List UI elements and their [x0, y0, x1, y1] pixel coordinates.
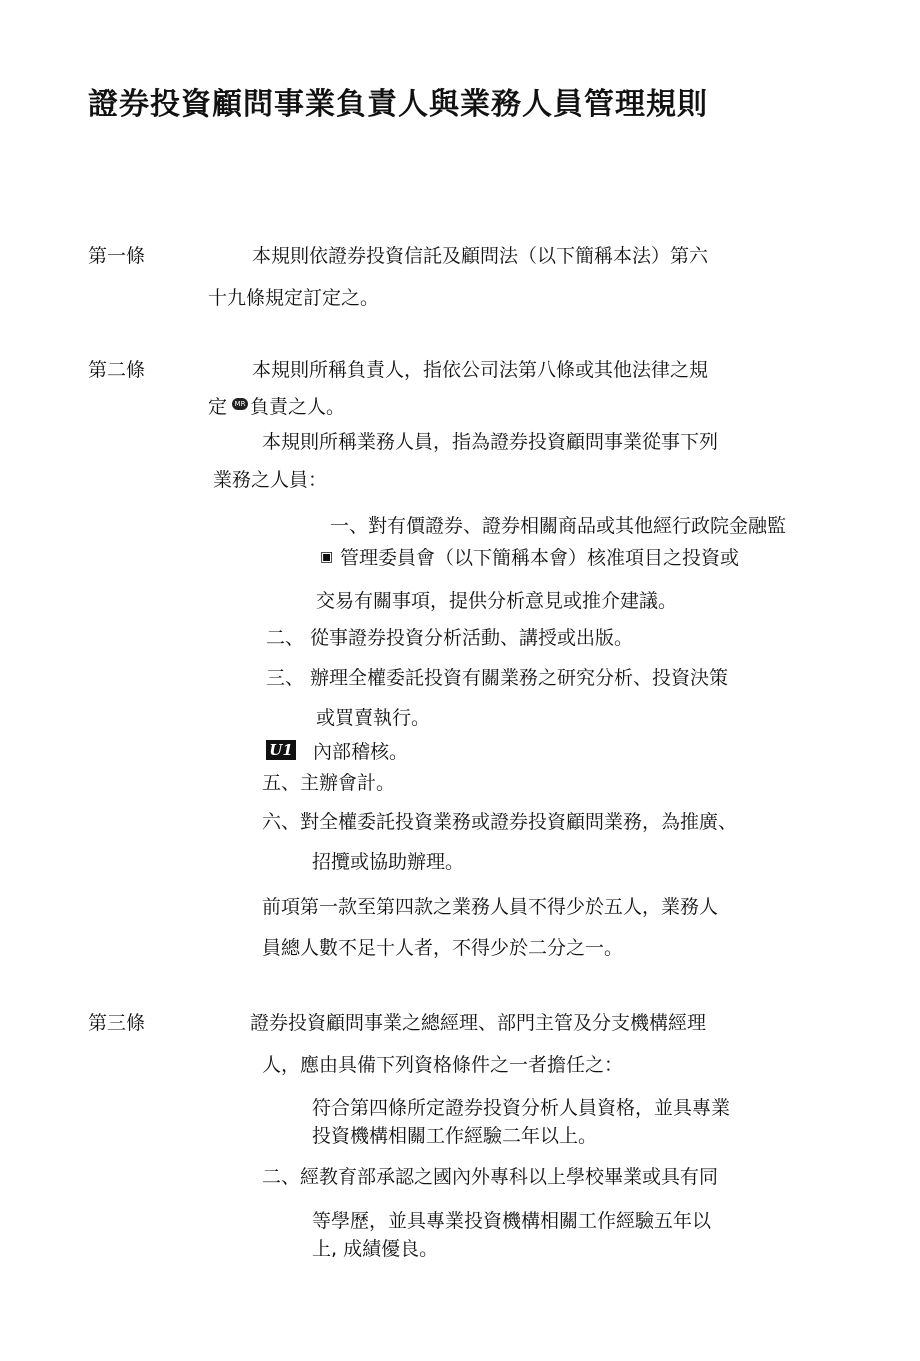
mr-mark: MR [232, 398, 248, 410]
u1-mark: U1 [266, 740, 296, 760]
article-2-item-1-line-2: 管理委員會（以下簡稱本會）核准項目之投資或 [340, 547, 740, 569]
article-2-line-2b: 負責之人。 [250, 396, 346, 418]
article-2-item-1-line-3: 交易有關事項，提供分析意見或推介建議。 [316, 590, 678, 612]
article-2-item-5: 五、主辦會計。 [262, 772, 396, 794]
article-3-line-2: 人，應由具備下列資格條件之一者擔任之： [262, 1054, 624, 1076]
article-3-item-2-line-1: 二、經教育部承認之國內外專科以上學校畢業或具有同 [262, 1166, 719, 1188]
article-2-item-6-line-2: 招攬或協助辦理。 [312, 851, 465, 873]
document-title: 證券投資顧問事業負責人與業務人員管理規則 [88, 87, 708, 122]
article-2-line-4: 業務之人員： [213, 469, 328, 491]
article-2-item-2: 二、 從事證券投資分析活動、講授或出版。 [266, 627, 634, 649]
article-2-line-3: 本規則所稱業務人員，指為證券投資顧問事業從事下列 [262, 431, 719, 453]
article-3-item-1-line-1: 符合第四條所定證券投資分析人員資格，並具專業 [312, 1097, 731, 1119]
article-3-line-1: 證券投資顧問事業之總經理、部門主管及分支機構經理 [250, 1012, 707, 1034]
article-3-label: 第三條 [88, 1012, 146, 1034]
article-1-line-2: 十九條規定訂定之。 [208, 287, 380, 309]
article-3-item-1-line-2: 投資機構相關工作經驗二年以上。 [312, 1125, 598, 1147]
article-3-item-2-line-3: 上, 成績優良。 [312, 1238, 439, 1260]
article-2-item-6-line-1: 六、對全權委託投資業務或證券投資顧問業務，為推廣、 [262, 811, 738, 833]
article-2-item-3-line-2: 或買賣執行。 [316, 707, 431, 729]
article-2-item-3-line-1: 三、 辦理全權委託投資有關業務之研究分析、投資決策 [266, 667, 729, 689]
article-2-item-1-line-1: 一、對有價證券、證券相關商品或其他經行政院金融監 [330, 515, 787, 537]
overlap-glyph: ▣ [320, 549, 334, 565]
article-1-line-1: 本規則依證券投資信託及顧問法（以下簡稱本法）第六 [252, 245, 709, 267]
article-2-label: 第二條 [88, 359, 146, 381]
article-2-line-1: 本規則所稱負責人，指依公司法第八條或其他法律之規 [252, 359, 709, 381]
article-2-para-3-line-2: 員總人數不足十人者，不得少於二分之一。 [262, 937, 624, 959]
article-2-para-3-line-1: 前項第一款至第四款之業務人員不得少於五人，業務人 [262, 896, 719, 918]
article-2-line-2a: 定 [208, 396, 228, 418]
article-2-item-4: 內部稽核。 [313, 741, 409, 763]
article-3-item-2-line-2: 等學歷，並具專業投資機構相關工作經驗五年以 [312, 1210, 712, 1232]
article-1-label: 第一條 [88, 245, 146, 267]
